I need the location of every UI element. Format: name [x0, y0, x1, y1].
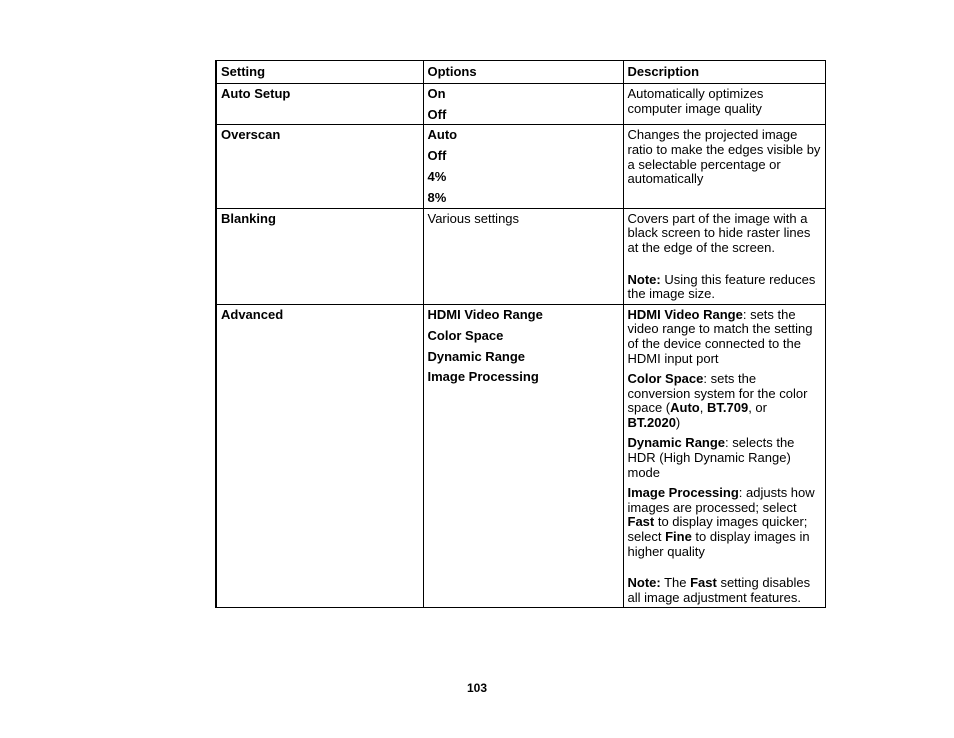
option-item: Color Space — [427, 327, 504, 343]
option-item: HDMI Video Range — [427, 306, 543, 322]
options-cell — [423, 84, 623, 125]
description-text: Covers part of the image with a black screen to hide raster lines at the edge of the screen. — [627, 210, 811, 255]
term-text: : adjusts how images are processed; select — [627, 485, 815, 515]
note-text: setting disables all image adjustment features. — [627, 575, 811, 605]
option-value: BT.2020 — [627, 414, 676, 430]
note-paragraph — [628, 576, 821, 605]
table-row-overscan — [216, 125, 825, 208]
separator: , — [699, 400, 707, 416]
option-item: Image Processing — [427, 369, 539, 385]
header-setting: Setting — [216, 61, 423, 84]
option-item: Dynamic Range — [427, 348, 526, 364]
options-cell — [423, 125, 623, 208]
color-space-description — [628, 372, 821, 430]
separator: , or — [748, 400, 767, 416]
table-row-blanking — [216, 208, 825, 304]
term-text: : sets the video range to match the setting of the device connected to the HDMI input port — [627, 306, 813, 366]
hdmi-video-range-description — [628, 308, 821, 366]
term-text: : sets the conversion system for the color space ( — [627, 371, 808, 416]
setting-name: Advanced — [216, 304, 423, 608]
option-item: Auto — [427, 127, 458, 143]
description-cell: Automatically optimizes computer image quality — [623, 84, 825, 125]
option-value: Fast — [690, 575, 717, 591]
description-cell — [623, 304, 825, 608]
setting-name: Auto Setup — [216, 84, 423, 125]
close-paren: ) — [675, 414, 681, 430]
page-number: 103 — [466, 681, 488, 695]
table-row-auto-setup — [216, 84, 825, 125]
option-value: Fine — [665, 529, 692, 545]
term: Image Processing — [627, 485, 739, 501]
header-options: Options — [423, 61, 623, 84]
option-item: Off — [427, 106, 447, 122]
option-item: Various settings — [427, 210, 520, 226]
option-value: Fast — [627, 514, 655, 530]
setting-name: Blanking — [216, 208, 423, 304]
note-paragraph — [628, 273, 821, 302]
option-value: Auto — [670, 400, 700, 416]
note-label: Note: — [627, 575, 661, 591]
description-cell: Changes the projected image ratio to make the edges visible by a selectable percentage or automatically — [623, 125, 825, 208]
options-cell — [423, 304, 623, 608]
term-text: to display images quicker; select — [627, 514, 808, 545]
term: Color Space — [627, 371, 704, 387]
table-row-advanced — [216, 304, 825, 608]
option-item: 4% — [427, 169, 447, 185]
option-item: 8% — [427, 190, 447, 206]
table-header-row — [216, 61, 825, 84]
setting-name: Overscan — [216, 125, 423, 208]
option-value: BT.709 — [706, 400, 749, 416]
image-processing-description — [628, 486, 821, 559]
term-text: : selects the HDR (High Dynamic Range) mode — [627, 435, 795, 480]
option-item: Off — [427, 148, 447, 164]
note-label: Note: — [627, 271, 661, 287]
note-text: The — [660, 575, 691, 591]
header-description: Description — [623, 61, 825, 84]
options-cell — [423, 208, 623, 304]
settings-table — [215, 60, 826, 608]
term: HDMI Video Range — [627, 306, 743, 322]
term: Dynamic Range — [627, 435, 726, 451]
option-item: On — [427, 86, 446, 101]
description-cell — [623, 208, 825, 304]
term-text: to display images in higher quality — [627, 529, 810, 559]
dynamic-range-description — [628, 436, 821, 480]
note-text: Using this feature reduces the image size. — [627, 271, 816, 302]
